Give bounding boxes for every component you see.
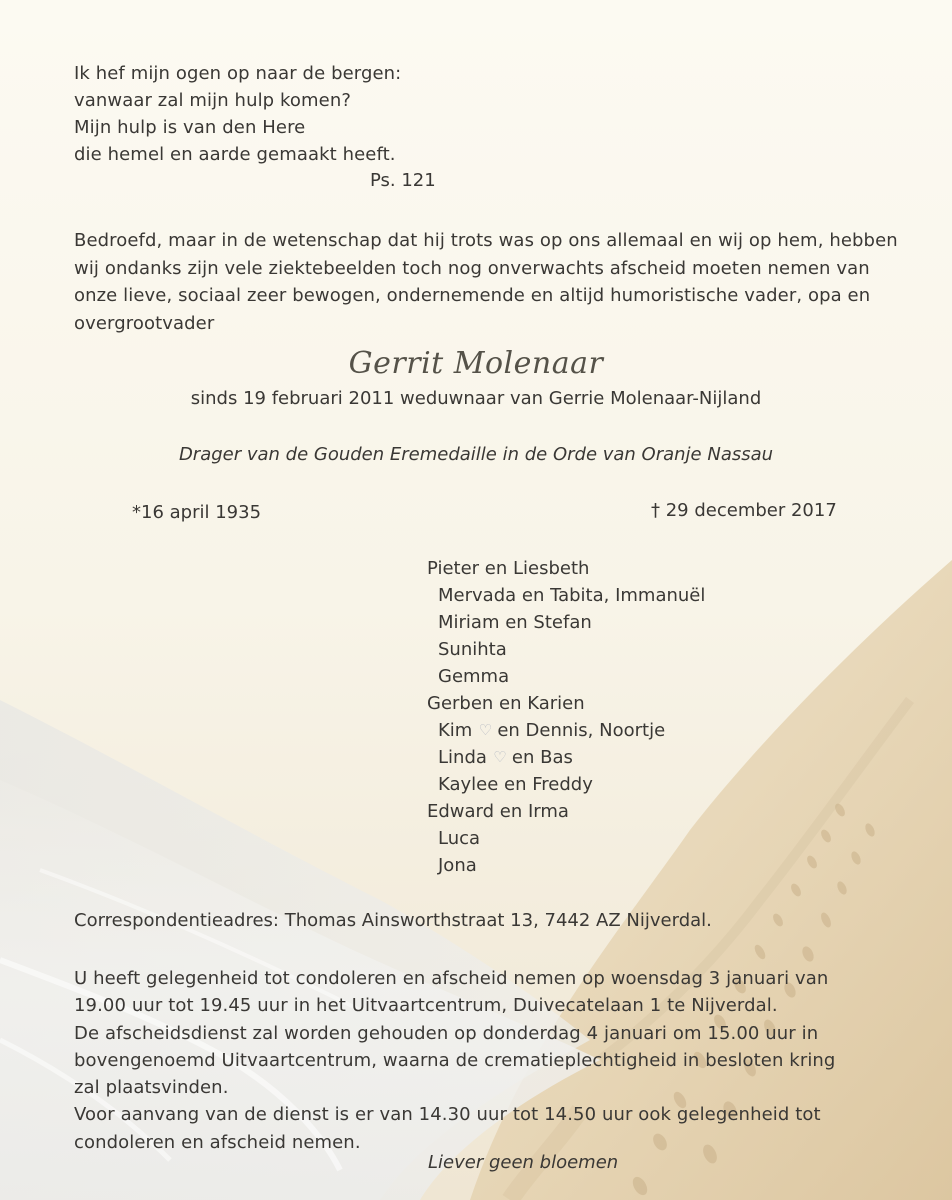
info-line: 19.00 uur tot 19.45 uur in het Uitvaartcentrum, Duivecatelaan 1 te Nijverdal. [74, 995, 778, 1017]
list-item: Sunihta [438, 639, 507, 660]
list-item: Gerben en Karien [427, 693, 585, 714]
info-line: Voor aanvang van de dienst is er van 14.30 uur tot 14.50 uur ook gelegenheid tot [74, 1104, 821, 1126]
poem-line: Ik hef mijn ogen op naar de bergen: [74, 63, 402, 84]
heart-icon: ♡ [493, 748, 507, 766]
list-item: Kaylee en Freddy [438, 774, 593, 795]
deceased-name: Gerrit Molenaar [348, 346, 604, 381]
announcement-line: Bedroefd, maar in de wetenschap dat hij trots was op ons allemaal en wij op hem, hebben [74, 230, 898, 251]
psalm-reference: Ps. 121 [370, 170, 436, 191]
announcement-text [74, 227, 898, 337]
info-line: De afscheidsdienst zal worden gehouden op donderdag 4 januari om 15.00 uur in [74, 1022, 819, 1044]
info-line: zal plaatsvinden. [74, 1077, 229, 1099]
info-line: U heeft gelegenheid tot condoleren en afscheid nemen op woensdag 3 januari van [74, 968, 829, 989]
list-item: Jona [438, 855, 477, 876]
list-item: Luca [438, 828, 481, 849]
family-list [427, 555, 705, 879]
info-line: condoleren en afscheid nemen. [74, 1131, 361, 1153]
closing-note: Liever geen bloemen [428, 1152, 619, 1173]
announcement-line: onze lieve, sociaal zeer bewogen, ondernemende en altijd humoristische vader, opa en [74, 285, 871, 306]
poem-line: die hemel en aarde gemaakt heeft. [74, 144, 396, 165]
list-item: Kim ♡ en Dennis, Noortje [427, 717, 705, 744]
list-item: Miriam en Stefan [438, 612, 592, 633]
decoration-note: Drager van de Gouden Eremedaille in de Orde van Oranje Nassau [178, 444, 774, 465]
list-item: Edward en Irma [427, 801, 569, 822]
poem-line: Mijn hulp is van den Here [74, 117, 306, 138]
list-item: Mervada en Tabita, Immanuël [438, 585, 706, 606]
psalm-poem [74, 60, 401, 168]
list-item: Pieter en Liesbeth [427, 558, 590, 579]
list-item: Linda ♡ en Bas [427, 744, 705, 771]
list-item: Gemma [438, 666, 510, 687]
info-line: bovengenoemd Uitvaartcentrum, waarna de crematieplechtigheid in besloten kring [74, 1049, 836, 1071]
heart-icon: ♡ [478, 721, 493, 739]
announcement-line: overgrootvader [74, 312, 215, 334]
death-date: † 29 december 2017 [651, 500, 837, 521]
poem-line: vanwaar zal mijn hulp komen? [74, 90, 351, 111]
service-information [74, 965, 835, 1156]
birth-date: *16 april 1935 [132, 502, 262, 523]
announcement-line: wij ondanks zijn vele ziektebeelden toch nog onverwachts afscheid moeten nemen van [74, 257, 870, 279]
correspondence-address: Correspondentieadres: Thomas Ainsworthstraat 13, 7442 AZ Nijverdal. [74, 910, 712, 931]
widower-note: sinds 19 februari 2011 weduwnaar van Gerrie Molenaar-Nijland [190, 388, 762, 409]
